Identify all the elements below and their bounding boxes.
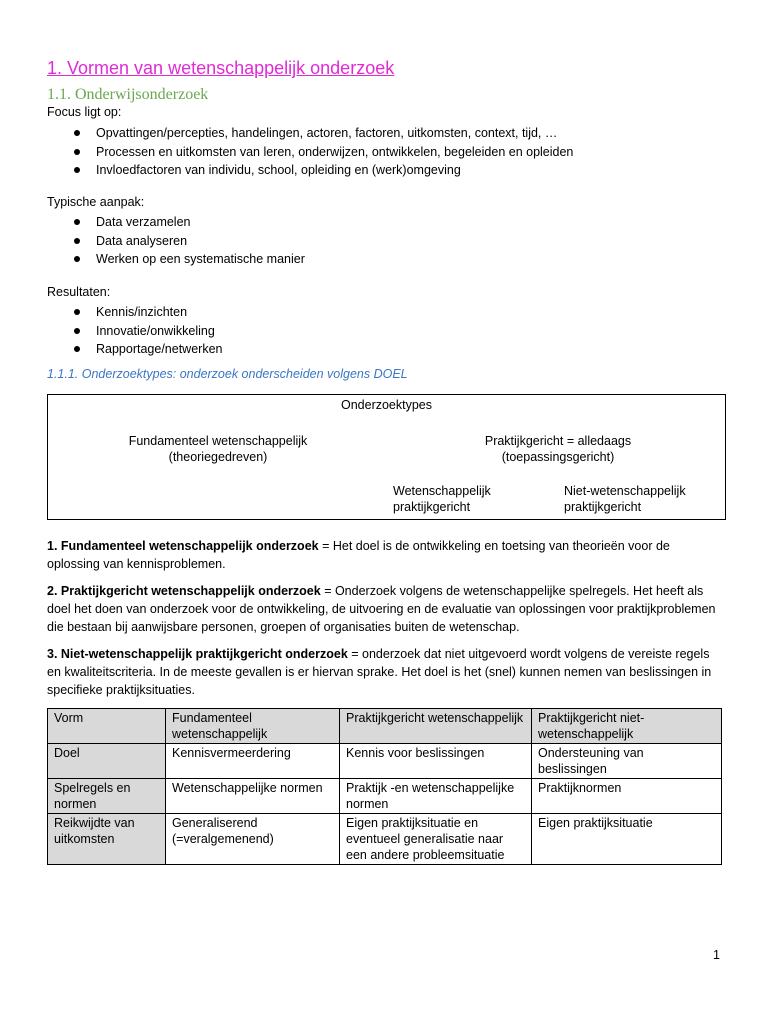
table-header-row xyxy=(48,709,722,744)
table-cell: Wetenschappelijke normen xyxy=(166,779,340,814)
bullet-icon xyxy=(74,328,80,334)
table-row-label: Spelregels en normen xyxy=(48,779,166,814)
bullet-icon xyxy=(74,149,80,155)
table-cell: Kennis voor beslissingen xyxy=(340,744,532,779)
bullet-icon xyxy=(74,130,80,136)
page-title: 1. Vormen van wetenschappelijk onderzoek xyxy=(47,58,395,78)
bullet-icon xyxy=(74,346,80,352)
table-cell: Kennisvermeerdering xyxy=(166,744,340,779)
list-item: Processen en uitkomsten van leren, onderwijzen, ontwikkelen, begeleiden en opleiden xyxy=(47,143,573,162)
resultaten-label: Resultaten: xyxy=(47,285,111,299)
table-row xyxy=(48,744,722,779)
aanpak-label: Typische aanpak: xyxy=(47,195,145,209)
table-cell: Eigen praktijksituatie en eventueel generalisatie naar een andere probleemsituatie xyxy=(340,814,532,865)
bullet-icon xyxy=(74,219,80,225)
comparison-table xyxy=(47,708,722,865)
paragraph-niet-wetenschappelijk: 3. Niet-wetenschappelijk praktijkgericht onderzoek = onderzoek dat niet uitgevoerd wordt volgens de vereiste regels en kwaliteitscriteria. In de meeste gevallen is er hiervan sprake. Het doel is het (snel) kunnen nemen van beslissingen in specifieke praktijksituaties. xyxy=(47,647,712,697)
diagram-root: Onderzoektypes xyxy=(340,398,433,412)
list-item: Kennis/inzichten xyxy=(47,303,222,322)
list-item: Innovatie/onwikkeling xyxy=(47,322,222,341)
focus-list xyxy=(47,124,573,180)
list-item: Data analyseren xyxy=(47,232,305,251)
page-number: 1 xyxy=(713,948,720,962)
paragraph-praktijkgericht: 2. Praktijkgericht wetenschappelijk onderzoek = Onderzoek volgens de wetenschappelijke spelregels. Het heeft als doel het doen van onderzoek voor de ontwikkeling, de uitvoering en de evaluatie van oplossingen voor praktijkproblemen die bestaan bij aanwijsbare personen, groepen of organisaties buiten de wetenschap. xyxy=(47,584,716,634)
list-item: Rapportage/netwerken xyxy=(47,340,222,359)
table-row xyxy=(48,779,722,814)
table-header-cell: Praktijkgericht wetenschappelijk xyxy=(340,709,532,744)
paragraph-fundamenteel: 1. Fundamenteel wetenschappelijk onderzoek = Het doel is de ontwikkeling en toetsing van theorieën voor de oplossing van kennisproblemen. xyxy=(47,539,670,571)
bullet-icon xyxy=(74,238,80,244)
aanpak-list xyxy=(47,213,305,269)
focus-label: Focus ligt op: xyxy=(47,105,122,119)
subtitle: 1.1. Onderwijsonderzoek xyxy=(47,86,209,103)
table-header-cell: Fundamenteel wetenschappelijk xyxy=(166,709,340,744)
list-item: Invloedfactoren van individu, school, opleiding en (werk)omgeving xyxy=(47,161,573,180)
bullet-icon xyxy=(74,167,80,173)
diagram-right-node: Praktijkgericht = alledaags (toepassingsgericht) xyxy=(484,434,632,464)
table-cell: Praktijk -en wetenschappelijke normen xyxy=(340,779,532,814)
table-cell: Eigen praktijksituatie xyxy=(532,814,722,865)
bullet-icon xyxy=(74,256,80,262)
resultaten-list xyxy=(47,303,222,359)
diagram-left-node: Fundamenteel wetenschappelijk (theoriegedreven) xyxy=(128,434,308,464)
section-heading: 1.1.1. Onderzoektypes: onderzoek onderscheiden volgens DOEL xyxy=(47,367,408,381)
table-row-label: Doel xyxy=(48,744,166,779)
diagram-child-niet-wetenschappelijk: Niet-wetenschappelijk praktijkgericht xyxy=(564,484,686,514)
list-item: Data verzamelen xyxy=(47,213,305,232)
list-item: Opvattingen/percepties, handelingen, actoren, factoren, uitkomsten, context, tijd, … xyxy=(47,124,573,143)
list-item: Werken op een systematische manier xyxy=(47,250,305,269)
table-header-cell: Vorm xyxy=(48,709,166,744)
table-row-label: Reikwijdte van uitkomsten xyxy=(48,814,166,865)
table-cell: Generaliserend (=veralgemenend) xyxy=(166,814,340,865)
table-row xyxy=(48,814,722,865)
bullet-icon xyxy=(74,309,80,315)
diagram-child-wetenschappelijk: Wetenschappelijk praktijkgericht xyxy=(393,484,491,514)
onderzoektypes-diagram xyxy=(47,394,726,520)
table-cell: Praktijknormen xyxy=(532,779,722,814)
table-header-cell: Praktijkgericht niet-wetenschappelijk xyxy=(532,709,722,744)
table-cell: Ondersteuning van beslissingen xyxy=(532,744,722,779)
